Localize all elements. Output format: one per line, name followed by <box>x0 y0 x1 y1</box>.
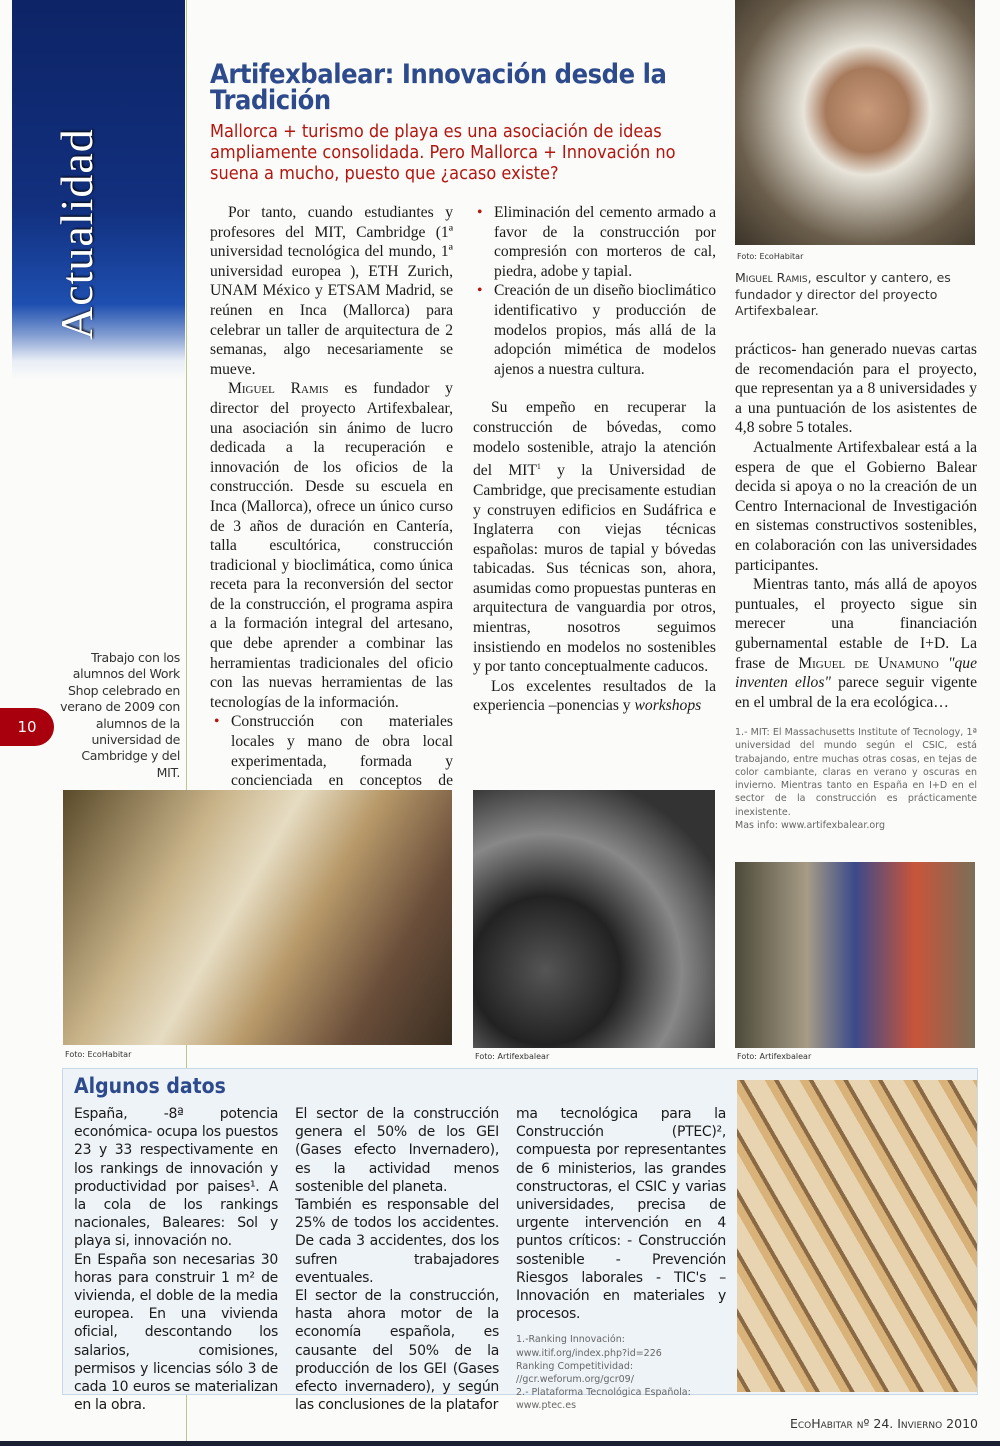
article-column-3 <box>735 340 977 832</box>
paragraph: Actualmente Artifexbalear está a la espera de que el Gobierno Balear decida si apoya o no la creación de un Centro Internacional de Investigación en sistemas constructivos sostenibles, en colaboración con las universidades participantes. <box>735 438 977 574</box>
footnote: 1.- MIT: El Massachusetts Institute of Tecnology, 1ª universidad del mundo según el CSIC, está trabajando, entre muchas otras cosas, en tejas de color cambiante, claras en verano y oscuras en invierno. Mientras tanto en España en I+D en el sector de la construcción es prácticamente inexistente. Mas info: www.artifexbalear.org <box>735 727 977 831</box>
workshop-photo <box>63 790 452 1045</box>
facts-notes: 1.-Ranking Innovación: www.itif.org/index.php?id=226 Ranking Competitividad: //gcr.weforum.org/gcr09/ 2.- Plataforma Tecnológica Española: www.ptec.es <box>516 1333 726 1412</box>
paragraph: Miguel Ramis es fundador y director del proyecto Artifexbalear, una asociación sin ánimo de lucro dedicada a la recuperación e innovación de los oficios de la construcción. Desde su escuela en Inca (Mallorca), ofrece un único curso de 3 años de duración en Cantería, talla escultórica, construcción tradicional y bioclimática, como única receta para la reconversión del sector de la construcción, el programa aspira a la formación integral del artesano, que debe aprender a combinar las herramientas tradicionales del oficio con las nuevas herramientas de las tecnologías de la información. <box>210 380 453 711</box>
paragraph-continuation: prácticos- han generado nuevas cartas de recomendación para el proyecto, que representan ya a 8 universidades y a una puntuación de los asistentes de 4,8 sobre 5 totales. <box>735 341 977 437</box>
paragraph: Por tanto, cuando estudiantes y profesores del MIT, Cambridge (1ª universidad tecnológica del mundo, 1ª universidad europea ), ETH Zurich, UNAM México y ETSAM Madrid, se reúnen en Inca (Mallorca) para celebrar un taller de arquitectura de 2 semanas, algo necesariamente se mueve. <box>210 204 453 378</box>
page-footer: EcoHabitar nº 24. Invierno 2010 <box>789 1416 978 1431</box>
photo-credit: Foto: EcoHabitar <box>737 252 804 261</box>
side-caption: Trabajo con los alumnos del Work Shop celebrado en verano de 2009 con alumnos de la universidad de Cambridge y del MIT. <box>60 650 180 780</box>
stone-wall-photo <box>473 790 715 1048</box>
facts-column-1: España, -8ª potencia económica- ocupa los puestos 23 y 33 respectivamente en los rankings de innovación y productividad por paises¹. A la cola de los rankings nacionales, Baleares: Sol y playa si, innovación no. En España son necesarias 30 horas para construir 1 m² de vivienda, el doble de la media europea. En una vivienda oficial, descontando los salarios, comisiones, permisos y licencias sólo 3 de cada 10 euros se materializan en la obra. <box>74 1106 278 1414</box>
portrait-caption: Miguel Ramis, escultor y cantero, es fundador y director del proyecto Artifexbalear. <box>735 270 951 318</box>
photo-credit: Foto: Artifexbalear <box>737 1052 812 1061</box>
facts-column-3-wrap <box>516 1105 726 1413</box>
article-column-1 <box>210 203 453 790</box>
note-link[interactable]: www.itif.org/index.php?id=226 <box>516 1347 662 1359</box>
bullet-item: • Eliminación del cemento armado a favor de la construcción por compresión con morteros de cal, piedra, adobe y tapial. <box>477 204 716 280</box>
paragraph <box>735 340 977 438</box>
portrait-photo <box>735 0 975 245</box>
paragraph-start: Los excelentes resultados de la experiencia –ponencias y <box>473 677 716 715</box>
section-label: Actualidad <box>51 128 102 340</box>
italic-term: workshops <box>634 697 702 715</box>
facts-title: Algunos datos <box>74 1074 226 1098</box>
page-edge <box>0 1441 1000 1446</box>
facts-column-3: ma tecnológica para la Construcción (PTEC)², compuesta por representantes de 6 ministerios, las grandes constructoras, el CSIC y varias universidades, precisa de urgente intervención en 4 puntos críticos: - Construcción sostenible - Prevención Riesgos laborales - TIC's – Innovación en materiales y procesos. <box>516 1106 726 1323</box>
bullet-item: • Construcción con materiales locales y mano de obra local experimentada, formada y concienciada en conceptos de <box>214 713 453 790</box>
article-title: Artifexbalear: Innovación desde la Tradición <box>210 59 667 116</box>
photo-credit: Foto: Artifexbalear <box>475 1052 550 1061</box>
facts-column-2: El sector de la construcción genera el 50% de los GEI (Gases efecto Invernadero), es la actividad menos sostenible del planeta. También es responsable del 25% de todos los accidentes. De cada 3 accidentes, dos los sufren trabajadores eventuales. El sector de la construcción, hasta ahora motor de la economía española, es causante del 50% de la producción de los GEI (Gases efecto invernadero), y según las conclusiones de la platafor <box>295 1106 499 1414</box>
note-link[interactable]: www.ptec.es <box>516 1400 577 1412</box>
person-name: Miguel Ramis <box>228 380 329 398</box>
paragraph <box>473 677 716 716</box>
article-subtitle: Mallorca + turismo de playa es una asociación de ideas ampliamente consolidada. Pero Mallorca + Innovación no suena a mucho, puesto que ¿acaso existe? <box>210 121 676 184</box>
paragraph: Mientras tanto, más allá de apoyos puntuales, el proyecto sigue sin merecer una financiación gubernamental estable de I+D. La frase de Miguel de Unamuno "que inventen ellos" parece seguir vigente en el umbral de la era ecológica… <box>735 576 978 711</box>
students-photo <box>735 862 975 1048</box>
note-link[interactable]: //gcr.weforum.org/gcr09/ <box>516 1374 634 1386</box>
photo-credit: Foto: EcoHabitar <box>65 1050 132 1059</box>
more-info-link[interactable]: Mas info: www.artifexbalear.org <box>735 819 886 831</box>
timber-frame-photo <box>737 1080 977 1392</box>
article-column-2 <box>473 203 716 778</box>
paragraph: Su empeño en recuperar la construcción de bóvedas, como modelo sostenible, atrajo la atención del MIT$^1$ y la Universidad de Cambridge, que precisamente estudian y construyen edificios en Sudáfrica e Inglaterra con viejas técnicas españolas: muros de tapial y bóvedas tabicadas. Sus técnicas son, ahora, asumidas como propuestas punteras en arquitectura de vanguardia por otros, mientras, nosotros seguimos insistiendo en modelos no sostenibles y por tanto conceptualmente caducos. <box>473 399 716 676</box>
page-number-tab: 10 <box>0 708 54 746</box>
bullet-item: • Creación de un diseño bioclimático identificativo y producción de modelos propios, más allá de la adopción mimética de modelos ajenos a nuestra cultura. <box>477 282 716 378</box>
